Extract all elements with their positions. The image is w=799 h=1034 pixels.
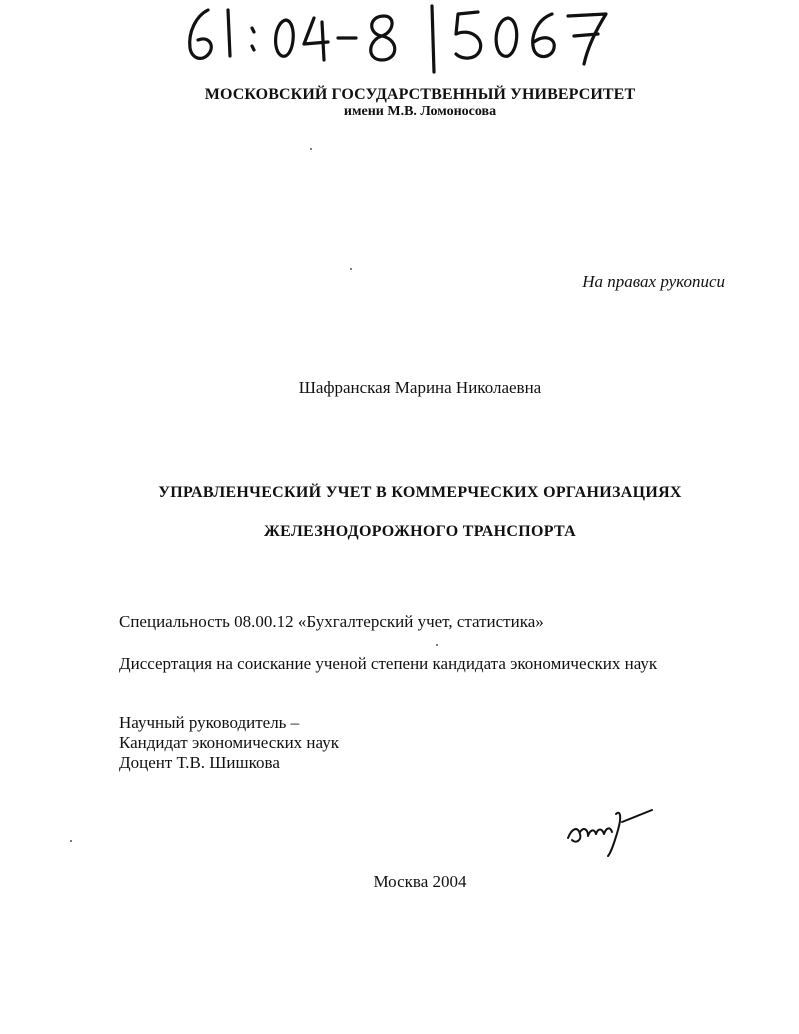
handwriting-drawing [178, 2, 618, 80]
rights-notice: На правах рукописи [582, 272, 725, 291]
thesis-title-line-2: ЖЕЛЕЗНОДОРОЖНОГО ТРАНСПОРТА [263, 523, 577, 540]
author-name: Шафранская Марина Николаевна [298, 378, 542, 397]
supervisor-role: Научный руководитель – [119, 713, 300, 732]
scan-speck [350, 268, 352, 270]
place-and-year: Москва 2004 [373, 872, 467, 891]
scan-speck [310, 148, 312, 150]
supervisor-degree: Кандидат экономических наук [119, 733, 339, 752]
scan-speck [70, 840, 72, 842]
supervisor-name: Доцент Т.В. Шишкова [119, 753, 280, 772]
handwritten-archive-number [178, 2, 618, 80]
dissertation-type: Диссертация на соискание ученой степени кандидата экономических наук [119, 654, 658, 673]
university-named-after: имени М.В. Ломоносова [343, 104, 497, 119]
signature-icon [560, 800, 660, 860]
university-name: МОСКОВСКИЙ ГОСУДАРСТВЕННЫЙ УНИВЕРСИТЕТ [204, 86, 636, 103]
specialty: Специальность 08.00.12 «Бухгалтерский учет, статистика» [119, 612, 544, 631]
scan-speck [436, 644, 438, 646]
thesis-title-line-1: УПРАВЛЕНЧЕСКИЙ УЧЕТ В КОММЕРЧЕСКИХ ОРГАНИЗАЦИЯХ [158, 484, 682, 501]
